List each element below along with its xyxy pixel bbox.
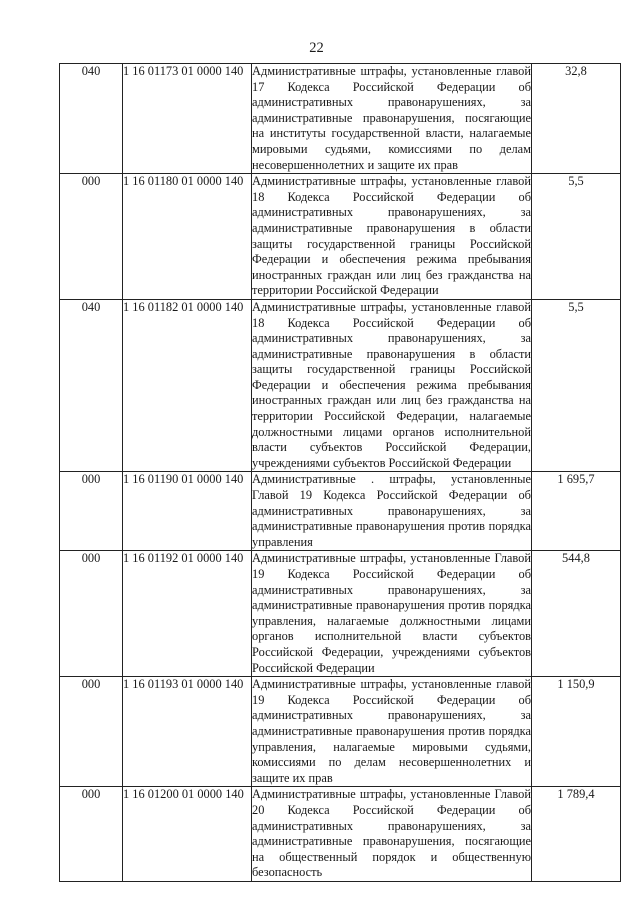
- amount-cell: 5,5: [532, 299, 621, 472]
- budget-code-cell: 1 16 01173 01 0000 140: [123, 64, 252, 174]
- budget-code-cell: 1 16 01190 01 0000 140: [123, 472, 252, 551]
- amount-cell: 1 150,9: [532, 677, 621, 787]
- table-row: [60, 174, 621, 300]
- revenue-name-cell: Административные штрафы, установленные главой 17 Кодекса Российской Федерации об административных правонарушениях, за административные правонарушения, посягающие на институты государственной власти, налагаемые мировыми судьями, комиссиями по делам несовершеннолетних и защите их прав: [252, 64, 532, 174]
- table-row: [60, 472, 621, 551]
- amount-cell: 5,5: [532, 174, 621, 300]
- revenue-name-cell: Административные штрафы, установленные главой 18 Кодекса Российской Федерации об административных правонарушениях, за административные правонарушения в области защиты государственной границы Российской Федерации и обеспечения режима пребывания иностранных граждан или лиц без гражданства на территории Российской Федерации, налагаемые должностными лицами органов исполнительной власти субъектов Российской Федерации, учреждениями субъектов Российской Федерации: [252, 299, 532, 472]
- amount-cell: 1 695,7: [532, 472, 621, 551]
- amount-cell: 544,8: [532, 551, 621, 677]
- admin-code-cell: 000: [60, 787, 123, 882]
- budget-code-cell: 1 16 01200 01 0000 140: [123, 787, 252, 882]
- table-row: [60, 299, 621, 472]
- budget-code-cell: 1 16 01182 01 0000 140: [123, 299, 252, 472]
- revenue-name-cell: Административные . штрафы, установленные Главой 19 Кодекса Российской Федерации об административных правонарушениях, за административные правонарушения против порядка управления: [252, 472, 532, 551]
- admin-code-cell: 000: [60, 551, 123, 677]
- admin-code-cell: 000: [60, 677, 123, 787]
- admin-code-cell: 040: [60, 64, 123, 174]
- amount-cell: 1 789,4: [532, 787, 621, 882]
- table-row: [60, 64, 621, 174]
- revenue-name-cell: Административные штрафы, установленные главой 18 Кодекса Российской Федерации об административных правонарушениях, за административные правонарушения в области защиты государственной границы Российской Федерации и обеспечения режима пребывания иностранных граждан или лиц без гражданства на территории Российской Федерации: [252, 174, 532, 300]
- page-number: 22: [309, 40, 324, 56]
- amount-cell: 32,8: [532, 64, 621, 174]
- budget-code-cell: 1 16 01192 01 0000 140: [123, 551, 252, 677]
- admin-code-cell: 000: [60, 472, 123, 551]
- table-row: [60, 551, 621, 677]
- budget-table: [59, 63, 621, 882]
- revenue-name-cell: Административные штрафы, установленные Главой 20 Кодекса Российской Федерации об административных правонарушениях, за административные правонарушения, посягающие на общественный порядок и общественную безопасность: [252, 787, 532, 882]
- table-row: [60, 677, 621, 787]
- budget-code-cell: 1 16 01180 01 0000 140: [123, 174, 252, 300]
- revenue-name-cell: Административные штрафы, установленные главой 19 Кодекса Российской Федерации об административных правонарушениях, за административные правонарушения против порядка управления, налагаемые мировыми судьями, комиссиями по делам несовершеннолетних и защите их прав: [252, 677, 532, 787]
- admin-code-cell: 040: [60, 299, 123, 472]
- table-row: [60, 787, 621, 882]
- budget-code-cell: 1 16 01193 01 0000 140: [123, 677, 252, 787]
- revenue-name-cell: Административные штрафы, установленные Главой 19 Кодекса Российской Федерации об административных правонарушениях, за административные правонарушения против порядка управления, налагаемые должностными лицами органов исполнительной власти субъектов Российской Федерации, учреждениями субъектов Российской Федерации: [252, 551, 532, 677]
- admin-code-cell: 000: [60, 174, 123, 300]
